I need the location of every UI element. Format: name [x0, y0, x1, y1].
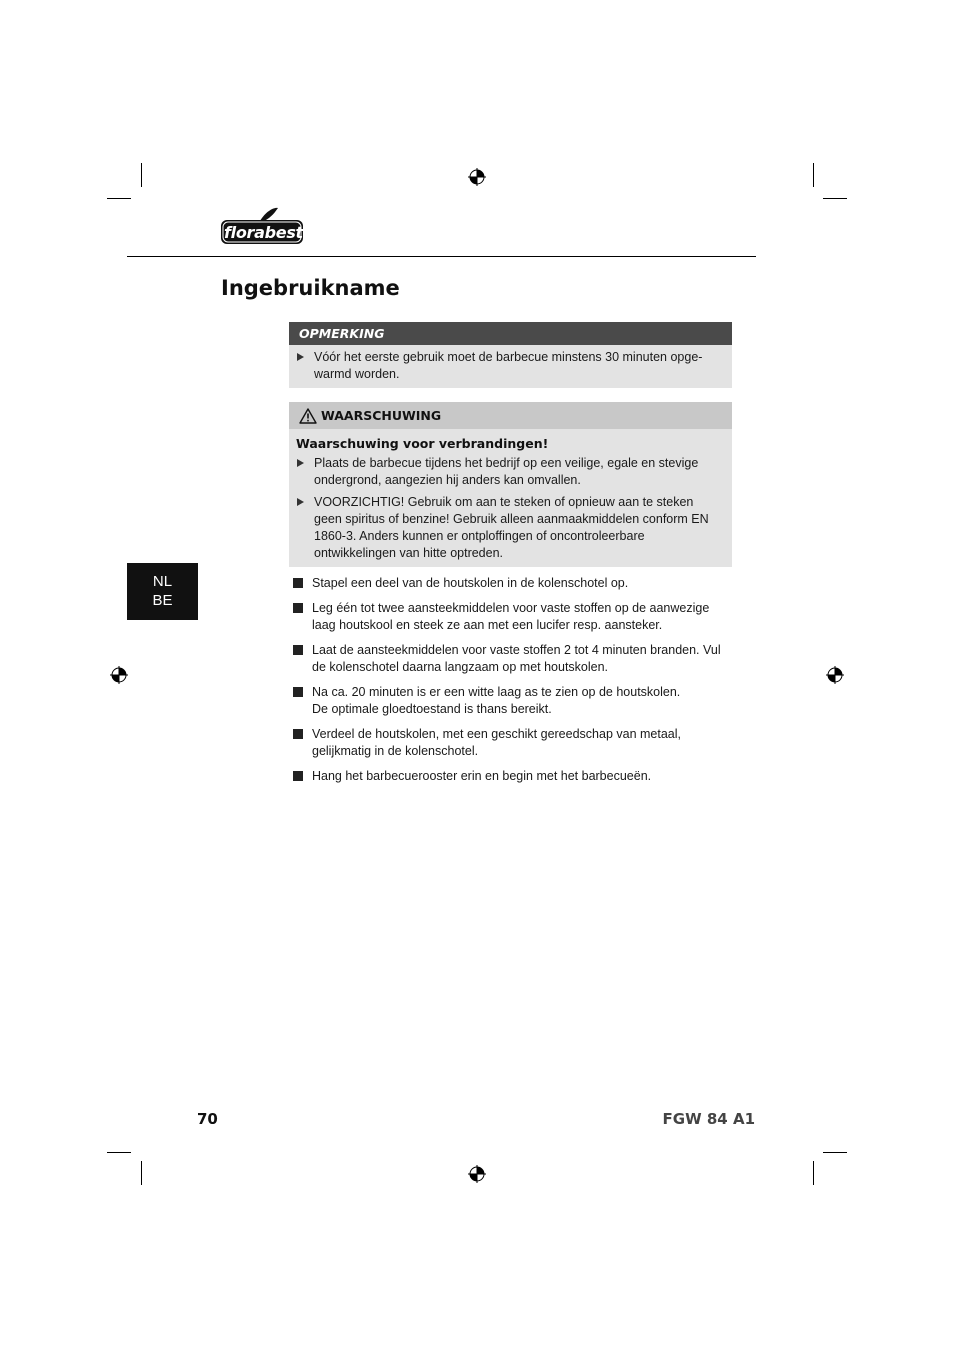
list-item: Verdeel de houtskolen, met een geschikt gereedschap van metaal, gelijkmatig in de kolenschotel. — [292, 726, 734, 761]
square-bullet-icon — [293, 771, 303, 781]
square-bullet-icon — [293, 578, 303, 588]
square-bullet-icon — [293, 687, 303, 697]
crop-mark — [141, 1161, 142, 1185]
warning-subheading: Waarschuwing voor verbrandingen! — [296, 436, 549, 451]
warning-box — [289, 402, 732, 567]
language-tab — [127, 563, 198, 620]
square-bullet-icon — [293, 603, 303, 613]
registration-mark-icon — [826, 666, 844, 684]
note-list — [289, 345, 732, 392]
square-bullet-icon — [293, 729, 303, 739]
page-number: 70 — [197, 1110, 218, 1128]
list-item: Laat de aansteekmiddelen voor vaste stoffen 2 tot 4 minuten branden. Vul de kolenschotel daarna langzaam op met houtskolen. — [292, 642, 734, 677]
registration-mark-icon — [110, 666, 128, 684]
warning-list — [289, 451, 732, 571]
page-title: Ingebruikname — [221, 276, 400, 300]
note-heading: OPMERKING — [289, 322, 732, 345]
logo-text: florabest — [224, 223, 303, 242]
crop-mark — [107, 1152, 131, 1153]
list-item: Hang het barbecuerooster erin en begin met het barbecueën. — [292, 768, 734, 786]
crop-mark — [823, 1152, 847, 1153]
header-rule — [127, 256, 756, 257]
list-item: VOORZICHTIG! Gebruik om aan te steken of opnieuw aan te steken geen spiritus of benzine! Gebruik alleen aanmaakmiddelen conform EN 1860-3. Anders kunnen er ontploffingen of oncontroleerbare ontwikkelingen van hitte optreden. — [296, 494, 722, 562]
list-item: Plaats de barbecue tijdens het bedrijf op een veilige, egale en stevige ondergrond, aangezien hij anders kan omvallen. — [296, 455, 722, 489]
language-code-be: BE — [152, 592, 173, 609]
arrow-bullet-icon — [297, 459, 304, 467]
list-item: Stapel een deel van de houtskolen in de kolenschotel op. — [292, 575, 734, 593]
warning-heading: WAARSCHUWING — [321, 408, 442, 423]
instruction-steps — [292, 575, 734, 792]
arrow-bullet-icon — [297, 498, 304, 506]
registration-mark-icon — [468, 168, 486, 186]
list-item: Leg één tot twee aansteekmiddelen voor vaste stoffen op de aanwezige laag houtskool en steek ze aan met een lucifer resp. aansteker. — [292, 600, 734, 635]
language-code-nl: NL — [152, 573, 173, 590]
warning-triangle-icon — [299, 408, 317, 424]
crop-mark — [823, 198, 847, 199]
model-number: FGW 84 A1 — [662, 1110, 755, 1128]
arrow-bullet-icon — [297, 353, 304, 361]
list-item: Vóór het eerste gebruik moet de barbecue minstens 30 minuten opge- warmd worden. — [296, 349, 722, 383]
crop-mark — [813, 163, 814, 187]
square-bullet-icon — [293, 645, 303, 655]
brand-logo — [220, 207, 306, 245]
registration-mark-icon — [468, 1165, 486, 1183]
note-box — [289, 322, 732, 388]
crop-mark — [107, 198, 131, 199]
warning-header — [289, 402, 732, 429]
crop-mark — [141, 163, 142, 187]
crop-mark — [813, 1161, 814, 1185]
list-item: Na ca. 20 minuten is er een witte laag as te zien op de houtskolen. De optimale gloedtoestand is thans bereikt. — [292, 684, 734, 719]
